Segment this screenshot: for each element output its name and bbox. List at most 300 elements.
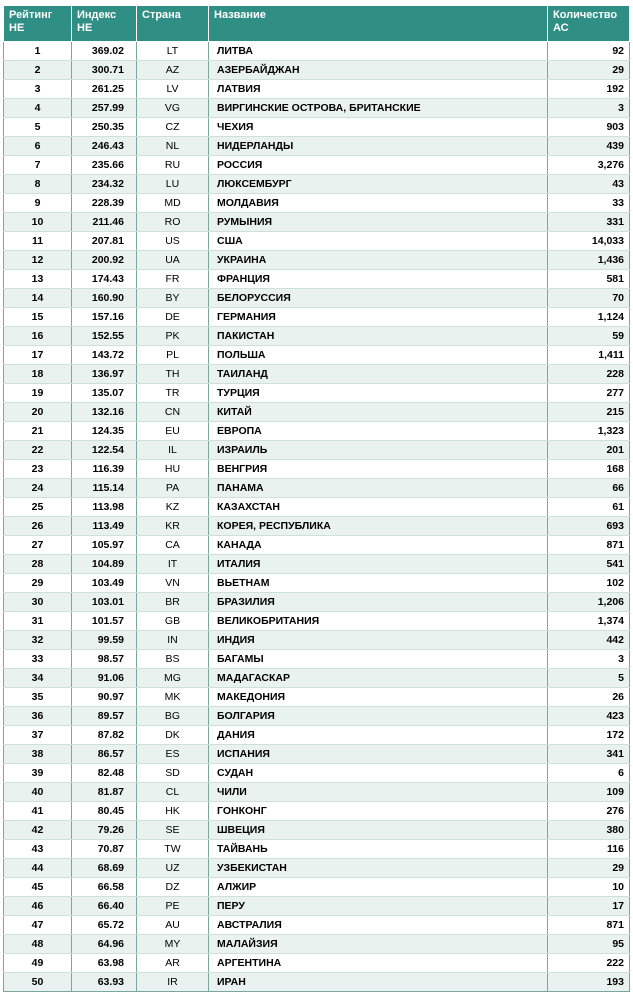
cell-country-code: SD [137, 764, 209, 783]
cell-country-code: IL [137, 441, 209, 460]
cell-country-name: ВИРГИНСКИЕ ОСТРОВА, БРИТАНСКИЕ [209, 99, 548, 118]
cell-count: 1,436 [548, 251, 630, 270]
cell-rank: 20 [4, 403, 72, 422]
cell-country-code: BG [137, 707, 209, 726]
table-body [4, 42, 630, 992]
cell-country-name: РОССИЯ [209, 156, 548, 175]
cell-country-code: HU [137, 460, 209, 479]
table-row [4, 707, 630, 726]
cell-country-name: ВЬЕТНАМ [209, 574, 548, 593]
cell-count: 277 [548, 384, 630, 403]
cell-index: 105.97 [72, 536, 137, 555]
cell-index: 122.54 [72, 441, 137, 460]
header-count-line1: Количество [553, 9, 618, 21]
cell-count: 581 [548, 270, 630, 289]
cell-country-code: CZ [137, 118, 209, 137]
cell-index: 250.35 [72, 118, 137, 137]
cell-count: 222 [548, 954, 630, 973]
cell-country-name: СУДАН [209, 764, 548, 783]
table-row [4, 631, 630, 650]
cell-rank: 21 [4, 422, 72, 441]
cell-rank: 48 [4, 935, 72, 954]
table-row [4, 61, 630, 80]
table-row [4, 118, 630, 137]
cell-country-code: PK [137, 327, 209, 346]
cell-country-name: КОРЕЯ, РЕСПУБЛИКА [209, 517, 548, 536]
cell-rank: 1 [4, 42, 72, 61]
cell-country-name: РУМЫНИЯ [209, 213, 548, 232]
table-row [4, 764, 630, 783]
cell-country-code: DE [137, 308, 209, 327]
cell-rank: 45 [4, 878, 72, 897]
cell-country-code: MG [137, 669, 209, 688]
cell-count: 29 [548, 859, 630, 878]
table-row [4, 270, 630, 289]
cell-count: 228 [548, 365, 630, 384]
cell-index: 79.26 [72, 821, 137, 840]
cell-rank: 8 [4, 175, 72, 194]
cell-index: 246.43 [72, 137, 137, 156]
cell-country-code: IT [137, 555, 209, 574]
table-row [4, 251, 630, 270]
cell-index: 86.57 [72, 745, 137, 764]
cell-country-code: SE [137, 821, 209, 840]
table-row [4, 42, 630, 61]
cell-rank: 42 [4, 821, 72, 840]
cell-country-code: KZ [137, 498, 209, 517]
cell-country-name: ИНДИЯ [209, 631, 548, 650]
cell-country-code: RU [137, 156, 209, 175]
table-row [4, 156, 630, 175]
table-row [4, 175, 630, 194]
cell-country-name: АЛЖИР [209, 878, 548, 897]
cell-rank: 33 [4, 650, 72, 669]
cell-index: 113.98 [72, 498, 137, 517]
cell-country-name: ПЕРУ [209, 897, 548, 916]
cell-count: 193 [548, 973, 630, 992]
header-country [137, 6, 209, 42]
cell-rank: 39 [4, 764, 72, 783]
cell-country-name: ИЗРАИЛЬ [209, 441, 548, 460]
cell-index: 103.01 [72, 593, 137, 612]
cell-rank: 16 [4, 327, 72, 346]
table-row [4, 479, 630, 498]
cell-index: 135.07 [72, 384, 137, 403]
cell-rank: 15 [4, 308, 72, 327]
cell-count: 276 [548, 802, 630, 821]
cell-rank: 24 [4, 479, 72, 498]
cell-country-code: DZ [137, 878, 209, 897]
cell-country-code: GB [137, 612, 209, 631]
cell-rank: 27 [4, 536, 72, 555]
table-row [4, 726, 630, 745]
header-rank-line2: НЕ [9, 22, 25, 34]
cell-country-code: CA [137, 536, 209, 555]
cell-country-code: PA [137, 479, 209, 498]
cell-count: 168 [548, 460, 630, 479]
cell-count: 341 [548, 745, 630, 764]
cell-rank: 43 [4, 840, 72, 859]
cell-rank: 44 [4, 859, 72, 878]
table-row [4, 612, 630, 631]
header-index [72, 6, 137, 42]
cell-count: 66 [548, 479, 630, 498]
table-row [4, 859, 630, 878]
table-row [4, 194, 630, 213]
cell-rank: 29 [4, 574, 72, 593]
cell-country-name: США [209, 232, 548, 251]
cell-country-name: КИТАЙ [209, 403, 548, 422]
cell-count: 442 [548, 631, 630, 650]
cell-rank: 41 [4, 802, 72, 821]
cell-country-code: LV [137, 80, 209, 99]
cell-country-name: ПАНАМА [209, 479, 548, 498]
table-row [4, 232, 630, 251]
cell-country-name: УКРАИНА [209, 251, 548, 270]
table-row [4, 821, 630, 840]
cell-country-name: ЕВРОПА [209, 422, 548, 441]
cell-country-code: CN [137, 403, 209, 422]
cell-count: 423 [548, 707, 630, 726]
cell-count: 14,033 [548, 232, 630, 251]
cell-rank: 14 [4, 289, 72, 308]
cell-country-code: EU [137, 422, 209, 441]
cell-index: 136.97 [72, 365, 137, 384]
cell-count: 541 [548, 555, 630, 574]
cell-rank: 23 [4, 460, 72, 479]
cell-country-name: ЛАТВИЯ [209, 80, 548, 99]
table-row [4, 669, 630, 688]
cell-country-code: DK [137, 726, 209, 745]
table-row [4, 745, 630, 764]
cell-rank: 35 [4, 688, 72, 707]
cell-count: 10 [548, 878, 630, 897]
cell-country-name: БРАЗИЛИЯ [209, 593, 548, 612]
cell-index: 63.98 [72, 954, 137, 973]
table-row [4, 555, 630, 574]
table-row [4, 517, 630, 536]
cell-count: 380 [548, 821, 630, 840]
table-row [4, 213, 630, 232]
cell-rank: 47 [4, 916, 72, 935]
cell-country-code: LT [137, 42, 209, 61]
cell-rank: 7 [4, 156, 72, 175]
cell-country-code: BS [137, 650, 209, 669]
cell-rank: 31 [4, 612, 72, 631]
cell-rank: 28 [4, 555, 72, 574]
cell-country-name: БАГАМЫ [209, 650, 548, 669]
cell-country-code: AR [137, 954, 209, 973]
cell-count: 43 [548, 175, 630, 194]
cell-index: 300.71 [72, 61, 137, 80]
cell-index: 369.02 [72, 42, 137, 61]
cell-rank: 30 [4, 593, 72, 612]
cell-count: 331 [548, 213, 630, 232]
cell-index: 65.72 [72, 916, 137, 935]
cell-rank: 11 [4, 232, 72, 251]
cell-index: 174.43 [72, 270, 137, 289]
cell-rank: 19 [4, 384, 72, 403]
table-row [4, 593, 630, 612]
cell-count: 1,374 [548, 612, 630, 631]
cell-index: 82.48 [72, 764, 137, 783]
table-row [4, 384, 630, 403]
cell-country-code: IN [137, 631, 209, 650]
table-row [4, 289, 630, 308]
cell-count: 3 [548, 99, 630, 118]
header-index-line1: Индекс [77, 9, 117, 21]
cell-index: 228.39 [72, 194, 137, 213]
cell-country-name: ВЕНГРИЯ [209, 460, 548, 479]
cell-rank: 10 [4, 213, 72, 232]
cell-country-code: CL [137, 783, 209, 802]
cell-country-name: ИРАН [209, 973, 548, 992]
cell-index: 234.32 [72, 175, 137, 194]
cell-country-name: ЧИЛИ [209, 783, 548, 802]
cell-country-name: ТАЙВАНЬ [209, 840, 548, 859]
header-index-line2: НЕ [77, 22, 93, 34]
cell-index: 207.81 [72, 232, 137, 251]
cell-country-name: ЧЕХИЯ [209, 118, 548, 137]
cell-index: 68.69 [72, 859, 137, 878]
cell-rank: 2 [4, 61, 72, 80]
table-row [4, 650, 630, 669]
cell-country-name: МОЛДАВИЯ [209, 194, 548, 213]
cell-rank: 50 [4, 973, 72, 992]
cell-count: 5 [548, 669, 630, 688]
table-row [4, 365, 630, 384]
cell-country-name: АРГЕНТИНА [209, 954, 548, 973]
cell-country-code: VN [137, 574, 209, 593]
cell-country-name: ФРАНЦИЯ [209, 270, 548, 289]
cell-rank: 3 [4, 80, 72, 99]
cell-country-code: BR [137, 593, 209, 612]
cell-country-name: АЗЕРБАЙДЖАН [209, 61, 548, 80]
cell-rank: 49 [4, 954, 72, 973]
cell-country-name: МАЛАЙЗИЯ [209, 935, 548, 954]
cell-country-name: ШВЕЦИЯ [209, 821, 548, 840]
cell-rank: 26 [4, 517, 72, 536]
cell-country-name: МАКЕДОНИЯ [209, 688, 548, 707]
cell-index: 116.39 [72, 460, 137, 479]
cell-country-code: UZ [137, 859, 209, 878]
table-row [4, 327, 630, 346]
cell-index: 104.89 [72, 555, 137, 574]
cell-index: 87.82 [72, 726, 137, 745]
cell-count: 693 [548, 517, 630, 536]
cell-country-code: VG [137, 99, 209, 118]
cell-index: 157.16 [72, 308, 137, 327]
cell-country-name: ИТАЛИЯ [209, 555, 548, 574]
cell-index: 63.93 [72, 973, 137, 992]
cell-rank: 9 [4, 194, 72, 213]
cell-rank: 46 [4, 897, 72, 916]
cell-rank: 22 [4, 441, 72, 460]
header-count [548, 6, 630, 42]
cell-country-name: КАЗАХСТАН [209, 498, 548, 517]
cell-country-name: ГОНКОНГ [209, 802, 548, 821]
cell-rank: 32 [4, 631, 72, 650]
table-row [4, 460, 630, 479]
cell-index: 81.87 [72, 783, 137, 802]
cell-country-code: PL [137, 346, 209, 365]
cell-count: 1,124 [548, 308, 630, 327]
table-row [4, 688, 630, 707]
cell-index: 261.25 [72, 80, 137, 99]
cell-country-code: US [137, 232, 209, 251]
cell-index: 90.97 [72, 688, 137, 707]
cell-rank: 17 [4, 346, 72, 365]
cell-country-code: RO [137, 213, 209, 232]
cell-country-code: FR [137, 270, 209, 289]
cell-country-code: PE [137, 897, 209, 916]
table-header [4, 6, 630, 42]
cell-country-code: IR [137, 973, 209, 992]
cell-count: 1,206 [548, 593, 630, 612]
cell-country-code: MK [137, 688, 209, 707]
table-row [4, 973, 630, 992]
cell-count: 102 [548, 574, 630, 593]
header-name-label: Название [214, 9, 266, 21]
cell-country-code: UA [137, 251, 209, 270]
cell-index: 103.49 [72, 574, 137, 593]
cell-index: 66.40 [72, 897, 137, 916]
cell-index: 70.87 [72, 840, 137, 859]
cell-rank: 12 [4, 251, 72, 270]
cell-country-name: ПАКИСТАН [209, 327, 548, 346]
cell-country-code: AZ [137, 61, 209, 80]
cell-rank: 36 [4, 707, 72, 726]
cell-count: 17 [548, 897, 630, 916]
table-row [4, 422, 630, 441]
cell-index: 143.72 [72, 346, 137, 365]
cell-count: 92 [548, 42, 630, 61]
cell-country-code: TW [137, 840, 209, 859]
cell-count: 3 [548, 650, 630, 669]
cell-index: 101.57 [72, 612, 137, 631]
cell-count: 29 [548, 61, 630, 80]
cell-count: 1,411 [548, 346, 630, 365]
cell-index: 80.45 [72, 802, 137, 821]
cell-country-name: УЗБЕКИСТАН [209, 859, 548, 878]
header-count-line2: АС [553, 22, 569, 34]
cell-index: 152.55 [72, 327, 137, 346]
table-row [4, 802, 630, 821]
cell-index: 160.90 [72, 289, 137, 308]
cell-index: 91.06 [72, 669, 137, 688]
cell-index: 89.57 [72, 707, 137, 726]
table-row [4, 346, 630, 365]
cell-rank: 34 [4, 669, 72, 688]
table-row [4, 536, 630, 555]
cell-count: 59 [548, 327, 630, 346]
table-row [4, 878, 630, 897]
cell-country-name: ГЕРМАНИЯ [209, 308, 548, 327]
table-row [4, 954, 630, 973]
cell-rank: 6 [4, 137, 72, 156]
cell-rank: 5 [4, 118, 72, 137]
table-row [4, 840, 630, 859]
cell-country-name: БОЛГАРИЯ [209, 707, 548, 726]
cell-country-code: TH [137, 365, 209, 384]
cell-index: 235.66 [72, 156, 137, 175]
cell-country-code: NL [137, 137, 209, 156]
cell-count: 172 [548, 726, 630, 745]
cell-country-code: TR [137, 384, 209, 403]
cell-rank: 4 [4, 99, 72, 118]
table-row [4, 80, 630, 99]
table-row [4, 403, 630, 422]
cell-count: 33 [548, 194, 630, 213]
cell-country-name: ИСПАНИЯ [209, 745, 548, 764]
table-row [4, 897, 630, 916]
table-row [4, 441, 630, 460]
cell-country-name: ЛИТВА [209, 42, 548, 61]
cell-country-code: ES [137, 745, 209, 764]
cell-index: 66.58 [72, 878, 137, 897]
cell-country-name: МАДАГАСКАР [209, 669, 548, 688]
table-row [4, 916, 630, 935]
cell-index: 211.46 [72, 213, 137, 232]
cell-country-name: ЛЮКСЕМБУРГ [209, 175, 548, 194]
cell-count: 109 [548, 783, 630, 802]
cell-country-code: MD [137, 194, 209, 213]
cell-count: 70 [548, 289, 630, 308]
cell-index: 115.14 [72, 479, 137, 498]
table-row [4, 574, 630, 593]
header-rank [4, 6, 72, 42]
header-name [209, 6, 548, 42]
cell-rank: 25 [4, 498, 72, 517]
cell-country-name: ВЕЛИКОБРИТАНИЯ [209, 612, 548, 631]
cell-rank: 13 [4, 270, 72, 289]
cell-count: 6 [548, 764, 630, 783]
cell-index: 99.59 [72, 631, 137, 650]
cell-rank: 37 [4, 726, 72, 745]
table-row [4, 308, 630, 327]
cell-count: 1,323 [548, 422, 630, 441]
cell-rank: 18 [4, 365, 72, 384]
cell-count: 215 [548, 403, 630, 422]
cell-count: 871 [548, 916, 630, 935]
table-row [4, 935, 630, 954]
cell-index: 200.92 [72, 251, 137, 270]
cell-count: 95 [548, 935, 630, 954]
table-row [4, 498, 630, 517]
cell-index: 98.57 [72, 650, 137, 669]
cell-country-code: HK [137, 802, 209, 821]
cell-country-name: КАНАДА [209, 536, 548, 555]
cell-rank: 38 [4, 745, 72, 764]
table-row [4, 783, 630, 802]
cell-index: 64.96 [72, 935, 137, 954]
cell-country-code: LU [137, 175, 209, 194]
header-rank-line1: Рейтинг [9, 9, 53, 21]
cell-country-name: ТУРЦИЯ [209, 384, 548, 403]
cell-country-code: AU [137, 916, 209, 935]
header-country-label: Страна [142, 9, 181, 21]
cell-count: 871 [548, 536, 630, 555]
cell-country-code: KR [137, 517, 209, 536]
cell-country-name: ПОЛЬША [209, 346, 548, 365]
cell-index: 124.35 [72, 422, 137, 441]
cell-index: 113.49 [72, 517, 137, 536]
cell-count: 439 [548, 137, 630, 156]
cell-count: 903 [548, 118, 630, 137]
cell-count: 3,276 [548, 156, 630, 175]
cell-count: 26 [548, 688, 630, 707]
cell-count: 201 [548, 441, 630, 460]
